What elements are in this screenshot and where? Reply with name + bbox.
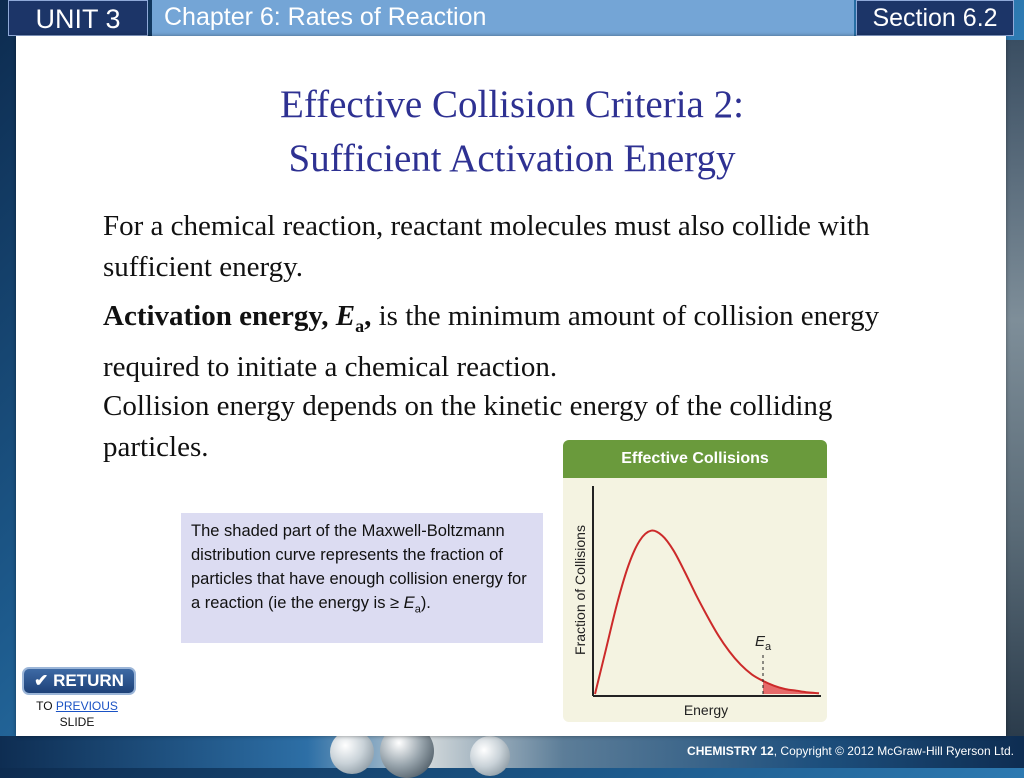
return-label: RETURN [53,671,124,690]
return-note: TO PREVIOUS SLIDE [36,699,118,729]
ea-label: $E_a$ [755,633,772,653]
check-arrow-icon: ✔ [34,671,49,690]
chart-svg [563,440,827,722]
paragraph-1: For a chemical reaction, reactant molecules must also collide with sufficient energy. [103,210,870,283]
definition-text: is the minimum amount of collision energy required to initiate a chemical reaction. [103,300,880,383]
caption-text: The shaded part of the Maxwell-Boltzmann distribution curve represents the fraction of particles that have enough collision energy for a reaction (ie the energy is ≥ [191,522,527,612]
distribution-curve [595,531,819,694]
slide-title-line2: Sufficient Activation Energy [288,137,736,180]
footer-copyright: , Copyright © 2012 McGraw-Hill Ryerson Ltd. [773,744,1014,758]
footer-brand: CHEMISTRY 12 [687,744,774,758]
effective-collisions-figure [563,440,827,722]
slide-title [0,78,1024,186]
section-label: Section 6.2 [856,0,1014,36]
chapter-title: Chapter 6: Rates of Reaction [152,0,854,36]
molecule-decoration [470,736,510,776]
symbol-subscript-a: a [355,315,365,336]
paragraph-3: Collision energy depends on the kinetic energy of the colliding particles. [103,390,833,463]
figure-caption [181,513,543,643]
caption-subscript-a: a [414,603,421,616]
copyright-footer [687,744,1014,758]
previous-slide-link[interactable]: PREVIOUS [55,699,118,713]
molecule-decoration [330,730,374,774]
slide-title-line1: Effective Collision Criteria 2: [280,83,744,126]
unit-label: UNIT 3 [8,0,148,36]
caption-end: ). [420,594,431,612]
caption-symbol-e: E [403,594,415,612]
symbol-e: E [335,300,356,332]
return-button[interactable] [22,667,136,695]
paragraph-2 [103,296,883,388]
x-axis-label: Energy [683,702,729,718]
term-comma: , [364,300,372,332]
chart-title: Effective Collisions [563,440,827,478]
term-activation-energy: Activation energy, [103,300,336,332]
y-axis-label: Fraction of Collisions [572,525,588,655]
